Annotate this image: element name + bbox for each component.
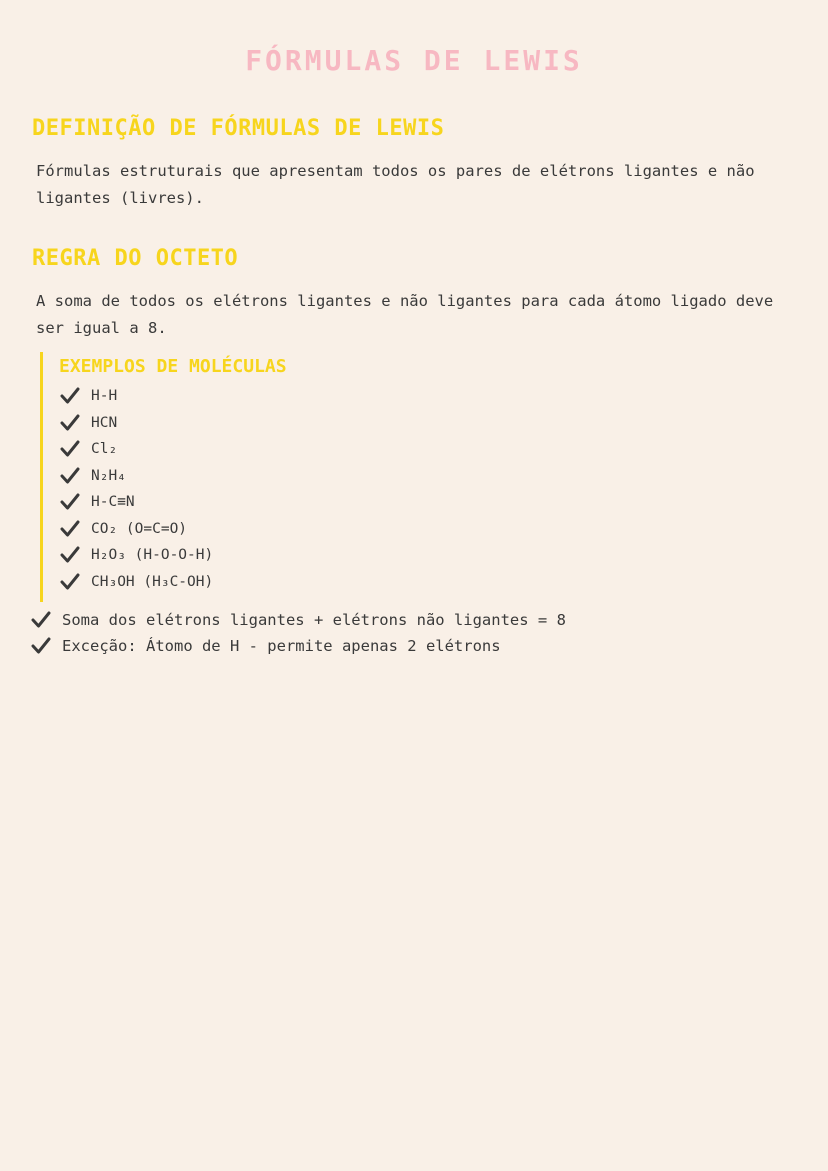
list-item xyxy=(59,516,459,543)
definition-heading: DEFINIÇÃO DE FÓRMULAS DE LEWIS xyxy=(32,116,445,141)
molecule-label: N₂H₄ xyxy=(91,467,126,484)
notes-list xyxy=(30,607,566,659)
list-item xyxy=(59,489,459,516)
molecule-label: CO₂ (O=C=O) xyxy=(91,520,188,537)
check-icon xyxy=(59,571,81,593)
check-icon xyxy=(59,491,81,513)
note-text: Exceção: Átomo de H - permite apenas 2 elétrons xyxy=(62,637,501,655)
list-item xyxy=(30,607,566,633)
check-icon xyxy=(59,518,81,540)
list-item xyxy=(59,383,459,410)
definition-text: Fórmulas estruturais que apresentam todos os pares de elétrons ligantes e não ligantes (livres). xyxy=(36,162,755,207)
molecule-list xyxy=(59,383,459,595)
examples-box xyxy=(40,352,459,602)
molecule-label: H-C≡N xyxy=(91,494,135,511)
check-icon xyxy=(59,465,81,487)
note-text: Soma dos elétrons ligantes + elétrons não ligantes = 8 xyxy=(62,611,566,629)
molecule-label: CH₃OH (H₃C-OH) xyxy=(91,573,214,590)
check-icon xyxy=(30,609,52,631)
molecule-label: H₂O₃ (H-O-O-H) xyxy=(91,547,214,564)
molecule-label: HCN xyxy=(91,414,118,431)
check-icon xyxy=(59,385,81,407)
list-item xyxy=(59,436,459,463)
examples-heading: EXEMPLOS DE MOLÉCULAS xyxy=(59,356,287,377)
molecule-label: H-H xyxy=(91,388,118,405)
list-item xyxy=(59,463,459,490)
octet-text: A soma de todos os elétrons ligantes e não ligantes para cada átomo ligado deve ser igual a 8. xyxy=(36,292,774,337)
check-icon xyxy=(59,438,81,460)
check-icon xyxy=(59,412,81,434)
list-item xyxy=(59,410,459,437)
list-item xyxy=(30,633,566,659)
page-title: FÓRMULAS DE LEWIS xyxy=(245,44,583,77)
list-item xyxy=(59,542,459,569)
check-icon xyxy=(30,635,52,657)
octet-heading: REGRA DO OCTETO xyxy=(32,246,239,271)
list-item xyxy=(59,569,459,596)
check-icon xyxy=(59,544,81,566)
molecule-label: Cl₂ xyxy=(91,441,118,458)
